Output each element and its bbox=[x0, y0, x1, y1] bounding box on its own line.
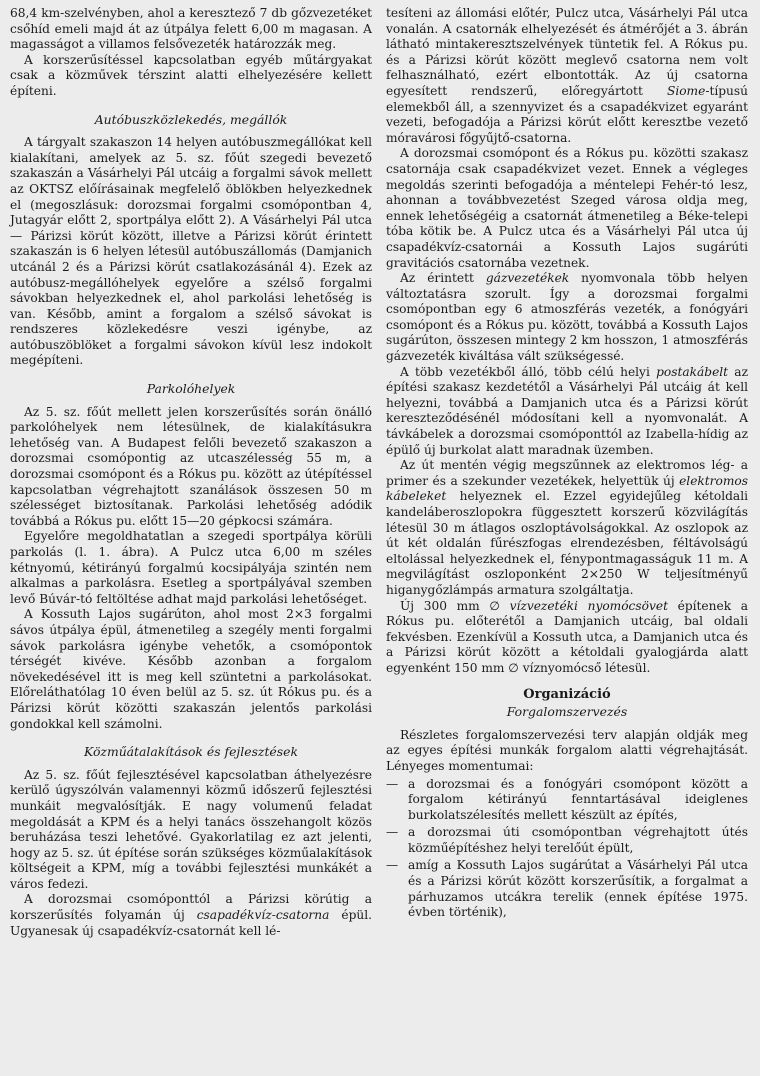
section-heading-bus: Autóbuszközlekedés, megállók bbox=[94, 111, 288, 127]
paragraph: 68,4 km-szelvényben, ahol a keresztező 7 db gőzvezetéket csőhíd emeli majd át az útpálya felett 6,00 m magasan. A magasságot a villamos felsővezeték határozzák meg. bbox=[10, 6, 372, 52]
text-run: helyeznek el. Ezzel egyidejűleg kétoldali kandeláberoszlopokra függesztett korszerű közvilágítás létesül 30 m átlagos oszloptávolságokkal. Az oszlopok az út két oldalán fűrészfogas elrendezésben, féltávolságú eltolással helyezkednek el, fénypontmagasságuk 11 m. A megvilágítást oszloponként 2×250 W teljesítményű higanygőzlámpás armatura szolgáltatja. bbox=[386, 489, 748, 597]
paragraph: Egyelőre megoldhatatlan a szegedi sportpálya körüli parkolás (l. 1. ábra). A Pulcz utca 6,00 m széles kétnyomú, kétirányú forgalmú kocsipályája szintén nem alkalmas a parkolásra. Esetleg a sportpályával szemben levő Búvár-tó feltöltése adhat majd parkolási lehetőséget. bbox=[10, 529, 372, 606]
text-run: Az érintett bbox=[400, 271, 486, 286]
paragraph bbox=[386, 6, 748, 146]
emphasis: csapadékvíz-csatorna bbox=[196, 908, 330, 923]
paragraph: A dorozsmai csomópont és a Rókus pu. közötti szakasz csatornája csak csapadékvizet vezet. Ennek a végleges megoldás szerinti befogadója a méntelepi Fehér-tó lesz, ahonnan a továbbvezetést Szeged városa oldja meg, ennek lehetőségéig a csatornát átmenetileg a Béke-telepi tóba kötik be. A Pulcz utca és a Vásárhelyi Pál utca új csapadékvíz-csatornái a Kossuth Lajos sugárúti gravitációs csatornába vezetnek. bbox=[386, 146, 748, 270]
text-run: Az út mentén végig megszűnnek az elektromos lég- a primer és a szekunder vezetékek, helyettük új bbox=[386, 458, 748, 488]
paragraph: Az 5. sz. főút mellett jelen korszerűsítés során önálló parkolóhelyek nem létesülnek, de kialakításukra lehetőség van. A Budapest felőli bevezető szakaszon a dorozsmai csomópontig az utcaszélesség 55 m, a dorozsmai csomópont és a Rókus pu. között az útépítéssel kapcsolatban végrehajtott szanálások összesen 50 m szélességet biztosítanak. Parkolási lehetőség adódik továbbá a Rókus pu. előtt 15—20 gépkocsi számára. bbox=[10, 404, 372, 528]
text-run: tesíteni az állomási előtér, Pulcz utca, Vásárhelyi Pál utca vonalán. A csatornák elhelyezését és átmérőjét a 3. ábrán látható mintakeresztszelvények tüntetik fel. A Rókus pu. és a Párizsi körút között meglevő csatorna nem volt felhasználható, ezért elbontották. Az új csatorna egyesített rendszerű, előregyártott bbox=[386, 6, 748, 98]
paragraph bbox=[386, 271, 748, 365]
paragraph: A korszerűsítéssel kapcsolatban egyéb műtárgyakat csak a közművek térszint alatti elhelyezésére kellett építeni. bbox=[10, 52, 372, 98]
subsection-heading-traffic: Forgalomszervezés bbox=[506, 704, 628, 720]
text-run: A több vezetékből álló, több célú helyi bbox=[400, 364, 657, 379]
section-heading-parking: Parkolóhelyek bbox=[146, 381, 236, 397]
paragraph bbox=[386, 365, 748, 459]
emphasis: Siome bbox=[666, 83, 706, 98]
text-run: -típusú elemekből áll, a szennyvizet és a csapadékvizet egyaránt vezeti, befogadója a Párizsi körút előtt keresztbe vezető móravárosi főgyűjtő-csatorna. bbox=[386, 83, 748, 145]
emphasis: vízvezetéki nyomócsövet bbox=[509, 598, 668, 613]
paragraph bbox=[386, 458, 748, 598]
text-run: építenek a Rókus pu. előterétől a Damjanich utcáig, bal oldali fekvésben. Ezenkívül a Kossuth utca, a Damjanich utca és a Párizsi körút között a kétoldali gyalogjárda alatt egyenként 150 mm ∅ víznyomócső létesül. bbox=[386, 598, 749, 675]
section-heading-organization: Organizáció bbox=[523, 686, 611, 702]
left-column bbox=[10, 6, 372, 1076]
paragraph: A tárgyalt szakaszon 14 helyen autóbuszmegállókat kell kialakítani, amelyek az 5. sz. főút szegedi bevezető szakaszán a Vásárhelyi Pál utcáig a forgalmi sávok mellett az OKTSZ előírásainak megfelelő öblökben helyezkednek el (megoszlásuk: dorozsmai forgalmi csomópontban 4, Jutagyár előtt 2, sportpálya előtt 2). A Vásárhelyi Pál utca — Párizsi körút között, illetve a Párizsi körút érintett szakaszán is 6 helyen létesül autóbuszállomás (Damjanich utcánál 2 és a Párizsi körút csatlakozásánál 4). Ezek az autóbusz-megállóhelyek egyelőre a szélső forgalmi sávokban helyezkednek el, ahol parkolási lehetőség is van. Később, amint a forgalom a szélső sávokat is rendszeres közlekedésre veszi igénybe, az autóbuszöblöket a forgalmi sávokon kívül lesz indokolt megépíteni. bbox=[10, 135, 372, 368]
text-run: az építési szakasz kezdetétől a Vásárhelyi Pál utcáig át kell helyezni, továbbá a Damjanich utca és a Párizsi körút kereszteződésénél módosítani kell a nyomvonalát. A távkábelek a dorozsmai csomóponttól az Izabella-hídig az épülő új burkolat alatt maradnak üzemben. bbox=[386, 364, 748, 457]
paragraph: Az 5. sz. főút fejlesztésével kapcsolatban áthelyezésre kerülő úgyszólván valamennyi közmű időszerű fejlesztési munkáit megvalósítják. E nagy volumenű feladat megoldását a KPM és a helyi tanács összehangolt közös beruházása teszi lehetővé. Gyakorlatilag ez azt jelenti, hogy az 5. sz. út építése során szükséges közműalakítások költségeit a KPM, míg a további fejlesztési munkákét a város fedezi. bbox=[10, 767, 372, 891]
dash-list bbox=[386, 777, 748, 921]
emphasis: elektromos kábeleket bbox=[386, 473, 748, 504]
text-run: Új 300 mm ∅ bbox=[400, 598, 510, 613]
section-heading-utilities: Közműátalakítások és fejlesztések bbox=[84, 744, 298, 760]
emphasis: postakábelt bbox=[656, 364, 729, 379]
text-run: A dorozsmai csomóponttól a Párizsi körútig a korszerűsítés folyamán új bbox=[10, 892, 372, 923]
text-run: nyomvonala több helyen változtatásra szorult. Így a dorozsmai forgalmi csomópontban egy 6 atmoszférás vezeték, a fonógyári csomópont és a Rókus pu. között, továbbá a Kossuth Lajos sugárúton, összesen mintegy 2 km hosszon, 1 atmoszférás gázvezeték kiváltása vált szükségessé. bbox=[386, 271, 749, 364]
paragraph bbox=[386, 599, 748, 677]
right-column bbox=[386, 6, 748, 1076]
list-item: — a dorozsmai és a fonógyári csomópont között a forgalom kétirányú fenntartásával ideiglenes burkolatszélesítés mellett készült az építés, bbox=[386, 777, 748, 824]
paragraph bbox=[10, 892, 372, 939]
paragraph: A Kossuth Lajos sugárúton, ahol most 2×3 forgalmi sávos útpálya épül, átmenetileg a szegély menti forgalmi sávok parkolásra igénybe vehetők, a csomópontok térségét kivéve. Később azonban a forgalom növekedésével itt is meg kell szüntetni a parkolásokat. Előreláthatólag 10 éven belül az 5. sz. út Rókus pu. és a Párizsi körút közötti szakaszán jelentős parkolási gondokkal kell számolni. bbox=[10, 607, 372, 731]
emphasis: gázvezetékek bbox=[485, 271, 570, 286]
list-item: — a dorozsmai úti csomópontban végrehajtott útés közműépítéshez helyi terelőút épült, bbox=[386, 825, 748, 856]
text-run: épül. Ugyanesak új csapadékvíz-csatornát kell lé- bbox=[10, 908, 372, 938]
paragraph: Részletes forgalomszervezési terv alapján oldják meg az egyes építési munkák forgalom alatti végrehajtását. Lényeges momentumai: bbox=[386, 727, 748, 773]
list-item: — amíg a Kossuth Lajos sugárútat a Vásárhelyi Pál utca és a Párizsi körút között korszerűsítik, a forgalmat a párhuzamos utcákra terelik (ennek építése 1975. évben történik), bbox=[386, 858, 748, 920]
